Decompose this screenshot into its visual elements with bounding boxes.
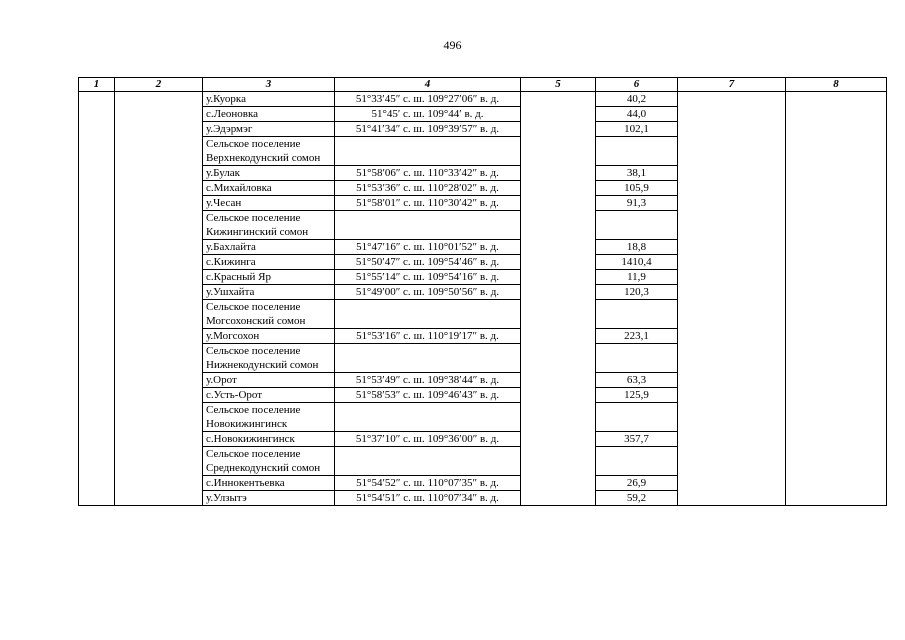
coordinates-cell [335,300,521,329]
value-cell: 40,2 [596,92,678,107]
value-cell: 44,0 [596,107,678,122]
value-cell: 18,8 [596,240,678,255]
header-col-2: 2 [115,78,203,92]
coordinates-cell: 51°41′34″ с. ш. 109°39′57″ в. д. [335,122,521,137]
value-cell: 26,9 [596,476,678,491]
coordinates-cell: 51°58′01″ с. ш. 110°30′42″ в. д. [335,196,521,211]
cell-col-8 [786,92,887,506]
coordinates-cell: 51°53′16″ с. ш. 110°19′17″ в. д. [335,329,521,344]
header-col-3: 3 [203,78,335,92]
cell-col-1 [79,92,115,506]
value-cell: 105,9 [596,181,678,196]
value-cell [596,211,678,240]
settlement-name-cell: у.Улзытэ [203,491,335,506]
settlement-name-cell: с.Иннокентьевка [203,476,335,491]
coordinates-cell: 51°53′36″ с. ш. 110°28′02″ в. д. [335,181,521,196]
coordinates-cell: 51°47′16″ с. ш. 110°01′52″ в. д. [335,240,521,255]
settlement-name-cell: Сельское поселение Нижнекодунский сомон [203,344,335,373]
value-cell [596,137,678,166]
value-cell: 59,2 [596,491,678,506]
header-col-7: 7 [678,78,786,92]
value-cell: 91,3 [596,196,678,211]
coordinates-cell [335,403,521,432]
value-cell: 11,9 [596,270,678,285]
settlement-name-cell: Сельское поселение Кижингинский сомон [203,211,335,240]
value-cell: 1410,4 [596,255,678,270]
settlement-name-cell: у.Ушхайта [203,285,335,300]
settlement-name-cell: с.Красный Яр [203,270,335,285]
settlement-name-cell: с.Усть-Орот [203,388,335,403]
cell-col-5 [521,92,596,506]
coordinates-cell: 51°54′51″ с. ш. 110°07′34″ в. д. [335,491,521,506]
value-cell: 102,1 [596,122,678,137]
coordinates-cell [335,344,521,373]
settlement-name-cell: с.Леоновка [203,107,335,122]
value-cell: 120,3 [596,285,678,300]
settlement-name-cell: у.Куорка [203,92,335,107]
coordinates-cell: 51°55′14″ с. ш. 109°54′16″ в. д. [335,270,521,285]
coordinates-cell: 51°53′49″ с. ш. 109°38′44″ в. д. [335,373,521,388]
coordinates-cell [335,211,521,240]
settlement-name-cell: у.Орот [203,373,335,388]
settlement-name-cell: у.Чесан [203,196,335,211]
header-col-4: 4 [335,78,521,92]
value-cell: 38,1 [596,166,678,181]
cell-col-7 [678,92,786,506]
coordinates-cell: 51°45′ с. ш. 109°44′ в. д. [335,107,521,122]
settlement-name-cell: с.Кижинга [203,255,335,270]
value-cell: 63,3 [596,373,678,388]
value-cell [596,344,678,373]
header-row [79,78,887,92]
coordinates-cell: 51°50′47″ с. ш. 109°54′46″ в. д. [335,255,521,270]
settlement-name-cell: у.Бахлайта [203,240,335,255]
header-col-6: 6 [596,78,678,92]
header-col-1: 1 [79,78,115,92]
coordinates-cell: 51°49′00″ с. ш. 109°50′56″ в. д. [335,285,521,300]
cell-col-2 [115,92,203,506]
page-number: 496 [443,38,462,52]
coordinates-cell: 51°33′45″ с. ш. 109°27′06″ в. д. [335,92,521,107]
coordinates-cell: 51°58′06″ с. ш. 110°33′42″ в. д. [335,166,521,181]
value-cell: 357,7 [596,432,678,447]
settlements-table [78,77,887,506]
coordinates-cell [335,137,521,166]
settlement-name-cell: у.Булак [203,166,335,181]
settlement-name-cell: у.Могсохон [203,329,335,344]
value-cell: 125,9 [596,388,678,403]
value-cell [596,403,678,432]
settlement-name-cell: с.Новокижингинск [203,432,335,447]
table-row [79,92,887,107]
value-cell: 223,1 [596,329,678,344]
settlement-name-cell: Сельское поселение Верхнекодунский сомон [203,137,335,166]
header-col-8: 8 [786,78,887,92]
settlement-name-cell: Сельское поселение Новокижингинск [203,403,335,432]
value-cell [596,300,678,329]
coordinates-cell: 51°58′53″ с. ш. 109°46′43″ в. д. [335,388,521,403]
coordinates-cell: 51°54′52″ с. ш. 110°07′35″ в. д. [335,476,521,491]
coordinates-cell [335,447,521,476]
header-col-5: 5 [521,78,596,92]
value-cell [596,447,678,476]
settlement-name-cell: у.Эдэрмэг [203,122,335,137]
coordinates-cell: 51°37′10″ с. ш. 109°36′00″ в. д. [335,432,521,447]
settlement-name-cell: Сельское поселение Среднекодунский сомон [203,447,335,476]
settlement-name-cell: Сельское поселение Могсохонский сомон [203,300,335,329]
settlement-name-cell: с.Михайловка [203,181,335,196]
